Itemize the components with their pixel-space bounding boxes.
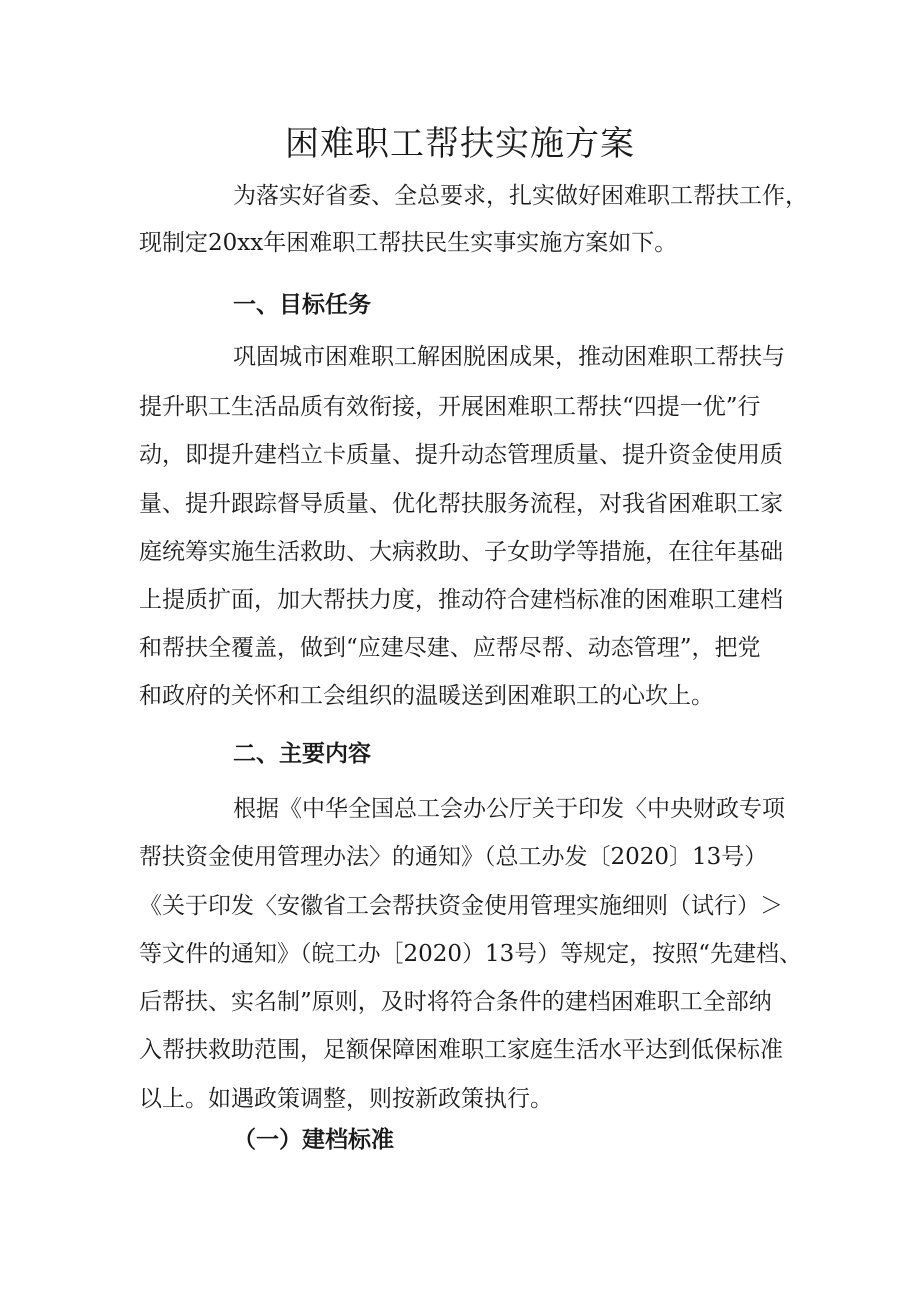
section-1-heading: 一、目标任务 <box>233 291 371 318</box>
section-2-line-2: 帮扶资金使用管理办法〉的通知》（总工办发〔2020〕13号） <box>139 844 768 870</box>
section-1-line-7: 和帮扶全覆盖，做到“应建尽建、应帮尽帮、动态管理”，把党 <box>139 635 761 661</box>
section-1-line-2: 提升职工生活品质有效衔接，开展困难职工帮扶“四提一优”行 <box>139 394 761 420</box>
subsection-1-heading: （一）建档标准 <box>233 1126 394 1153</box>
section-2-line-7: 以上。如遇政策调整，则按新政策执行。 <box>139 1086 553 1112</box>
section-1-line-4: 量、提升跟踪督导质量、优化帮扶服务流程，对我省困难职工家 <box>139 491 783 517</box>
section-1-line-1: 巩固城市困难职工解困脱困成果，推动困难职工帮扶与 <box>233 344 785 370</box>
section-1-line-8: 和政府的关怀和工会组织的温暖送到困难职工的心坎上。 <box>139 683 714 709</box>
intro-line-1: 为落实好省委、全总要求，扎实做好困难职工帮扶工作， <box>233 183 808 209</box>
section-2-line-5: 后帮扶、实名制”原则，及时将符合条件的建档困难职工全部纳 <box>139 989 772 1015</box>
section-2-line-4: 等文件的通知》（皖工办［2020）13号）等规定，按照“先建档、 <box>139 941 803 967</box>
section-2-line-1: 根据《中华全国总工会办公厅关于印发〈中央财政专项 <box>233 796 785 822</box>
section-2-line-6: 入帮扶救助范围，足额保障困难职工家庭生活水平达到低保标准 <box>139 1037 783 1063</box>
section-1-line-5: 庭统筹实施生活救助、大病救助、子女助学等措施，在往年基础 <box>139 539 783 565</box>
document-title: 困难职工帮扶实施方案 <box>285 124 635 164</box>
section-1-line-3: 动，即提升建档立卡质量、提升动态管理质量、提升资金使用质 <box>139 442 783 468</box>
section-2-line-3: 《关于印发〈安徽省工会帮扶资金使用管理实施细则（试行）＞ <box>139 893 783 919</box>
section-1-line-6: 上提质扩面，加大帮扶力度，推动符合建档标准的困难职工建档 <box>139 587 783 613</box>
intro-line-2: 现制定20xx年困难职工帮扶民生实事实施方案如下。 <box>139 230 678 256</box>
section-2-heading: 二、主要内容 <box>233 740 371 767</box>
